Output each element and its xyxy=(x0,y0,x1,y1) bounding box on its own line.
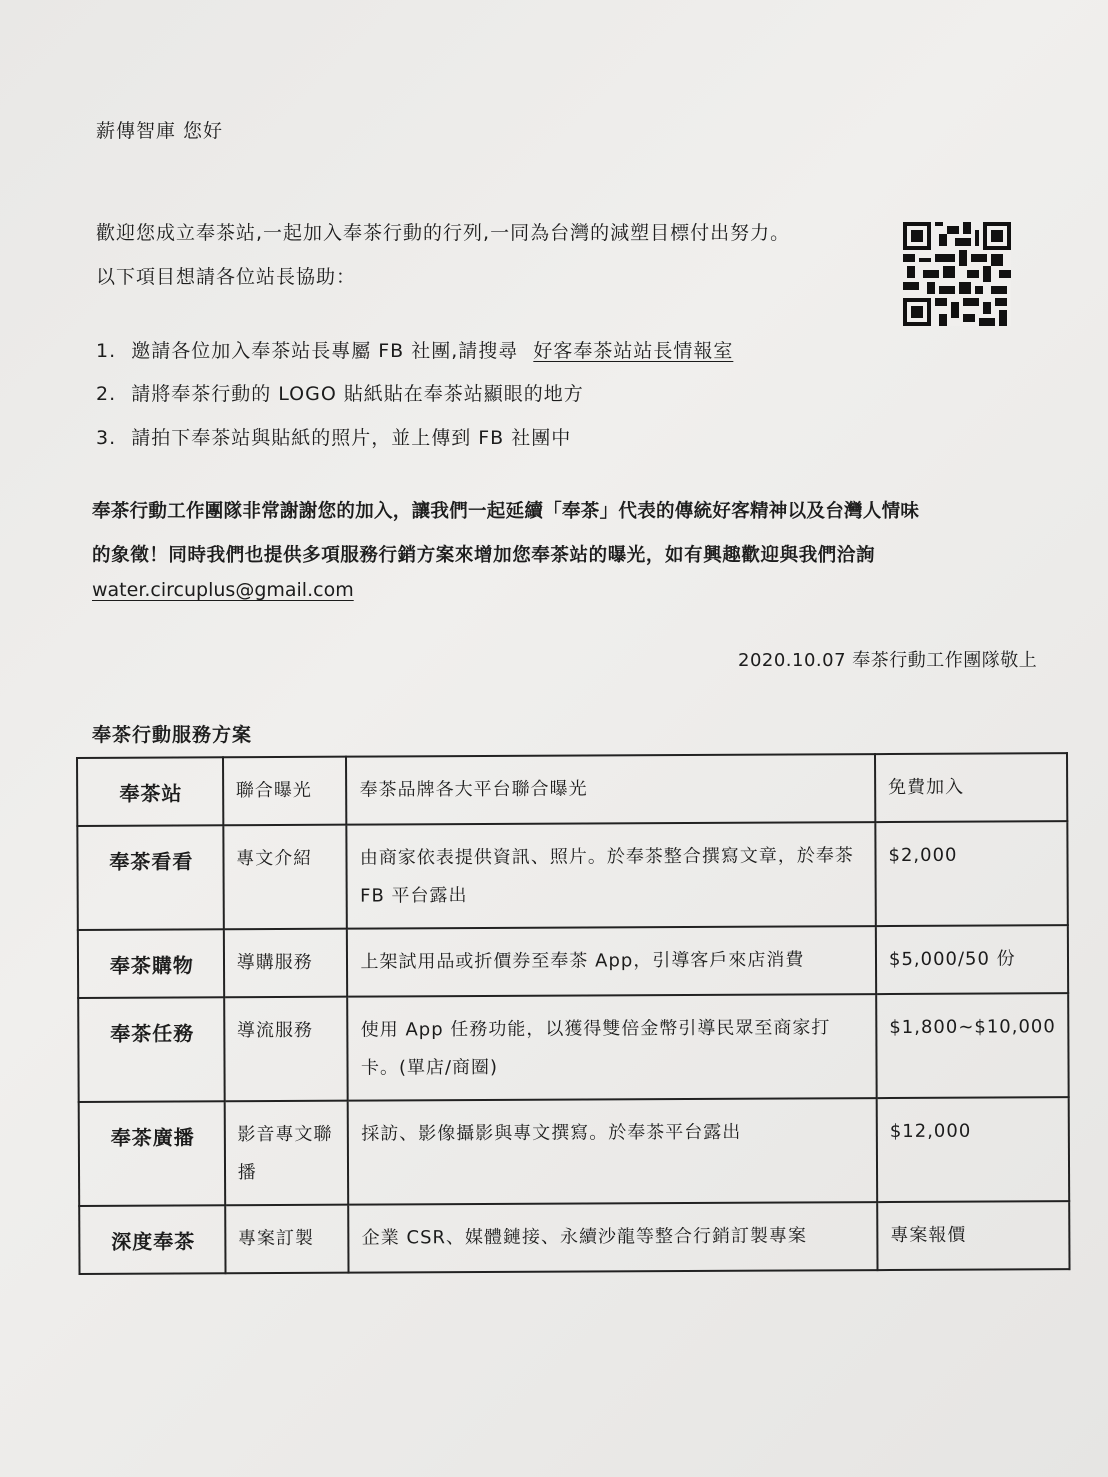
plan-name: 奉茶站 xyxy=(77,757,223,826)
table-row xyxy=(78,925,1068,998)
plan-price: $5,000/50 份 xyxy=(876,925,1068,994)
plan-price: $12,000 xyxy=(877,1097,1070,1202)
plan-type: 專案訂製 xyxy=(225,1205,349,1274)
plan-type: 專文介紹 xyxy=(223,825,347,930)
plan-type: 聯合曝光 xyxy=(223,757,347,826)
plan-price: $1,800~$10,000 xyxy=(876,993,1069,1098)
step-1-text: 邀請各位加入奉茶站長專屬 FB 社團,請搜尋 xyxy=(131,340,519,362)
step-1 xyxy=(96,336,733,363)
plan-desc: 企業 CSR、媒體鏈接、永續沙龍等整合行銷訂製專案 xyxy=(349,1202,878,1273)
signature: 2020.10.07 奉茶行動工作團隊敬上 xyxy=(738,650,1038,671)
step-2-text: 請將奉茶行動的 LOGO 貼紙貼在奉茶站顯眼的地方 xyxy=(131,383,584,405)
plan-title: 奉茶行動服務方案 xyxy=(92,724,253,746)
step-3 xyxy=(96,423,571,450)
plan-name: 奉茶看看 xyxy=(77,825,223,930)
fb-group-link[interactable]: 好客奉茶站站長情報室 xyxy=(533,340,734,362)
greeting: 薪傳智庫 您好 xyxy=(96,120,224,142)
plan-desc: 由商家依表提供資訊、照片。於奉茶整合撰寫文章，於奉茶 FB 平台露出 xyxy=(347,822,876,929)
plan-type: 導流服務 xyxy=(224,997,348,1102)
plan-desc: 採訪、影像攝影與專文撰寫。於奉茶平台露出 xyxy=(348,1098,877,1205)
plan-price: 免費加入 xyxy=(875,753,1067,822)
plan-name: 深度奉茶 xyxy=(79,1205,225,1274)
step-3-number: 3. xyxy=(96,427,117,449)
table-row xyxy=(79,1201,1069,1274)
service-plan-table xyxy=(76,752,1071,1275)
plan-desc: 使用 App 任務功能，以獲得雙倍金幣引導民眾至商家打卡。(單店/商圈) xyxy=(348,994,877,1101)
table-row xyxy=(78,993,1068,1102)
plan-name: 奉茶購物 xyxy=(78,929,224,998)
plan-desc: 上架試用品或折價券至奉茶 App，引導客戶來店消費 xyxy=(347,926,876,997)
step-3-text: 請拍下奉茶站與貼紙的照片，並上傳到 FB 社團中 xyxy=(131,427,572,449)
qr-code-icon xyxy=(903,222,1011,326)
step-2-number: 2. xyxy=(96,383,117,405)
table-row xyxy=(77,753,1067,826)
thanks-line-2: 的象徵！同時我們也提供多項服務行銷方案來增加您奉茶站的曝光，如有興趣歡迎與我們洽詢 xyxy=(92,545,876,566)
intro-line-1: 歡迎您成立奉茶站,一起加入奉茶行動的行列,一同為台灣的減塑目標付出努力。 xyxy=(96,222,791,244)
plan-name: 奉茶任務 xyxy=(78,997,224,1102)
plan-name: 奉茶廣播 xyxy=(79,1101,225,1206)
table-row xyxy=(77,821,1067,930)
contact-email-link[interactable]: water.circuplus@gmail.com xyxy=(92,579,354,601)
table-row xyxy=(79,1097,1069,1206)
plan-price: 專案報價 xyxy=(877,1201,1069,1270)
plan-price: $2,000 xyxy=(875,821,1068,926)
plan-type: 導購服務 xyxy=(224,929,348,998)
thanks-line-1: 奉茶行動工作團隊非常謝謝您的加入，讓我們一起延續「奉茶」代表的傳統好客精神以及台灣人情味 xyxy=(92,501,920,522)
plan-type: 影音專文聯播 xyxy=(224,1101,348,1206)
plan-desc: 奉茶品牌各大平台聯合曝光 xyxy=(346,754,875,825)
intro-line-2: 以下項目想請各位站長協助： xyxy=(96,266,357,288)
step-1-number: 1. xyxy=(96,340,117,362)
step-2 xyxy=(96,379,584,406)
